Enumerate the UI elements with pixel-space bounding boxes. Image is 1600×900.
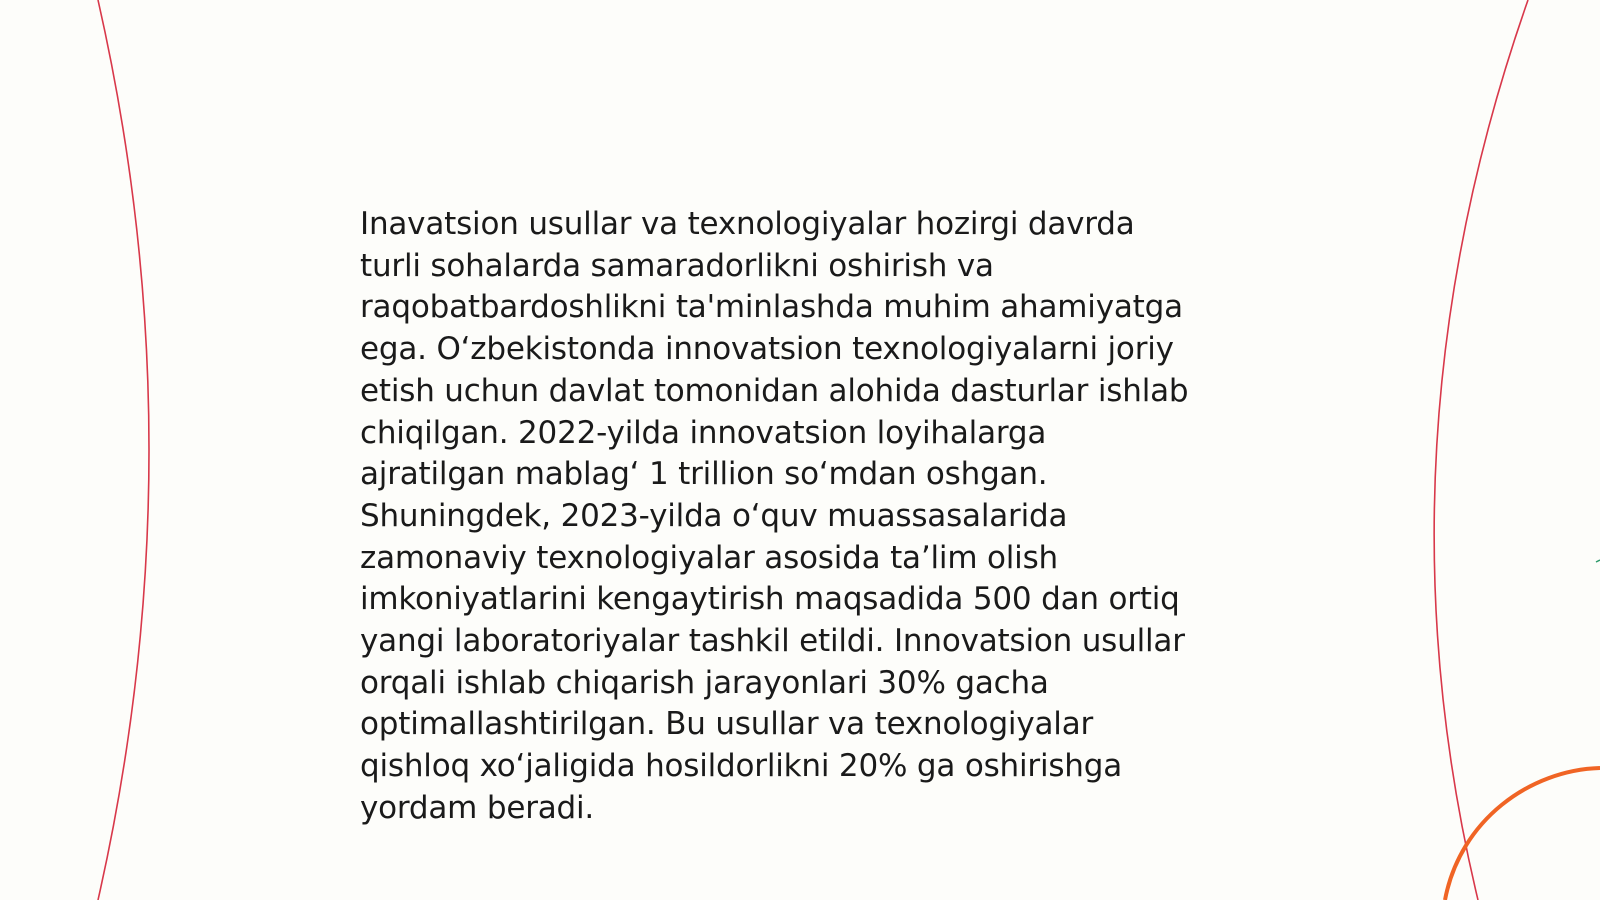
right-edge-tick: [1596, 560, 1600, 562]
paragraph-line: turli sohalarda samaradorlikni oshirish va: [360, 247, 994, 284]
paragraph-line: qishloq xo‘jaligida hosildorlikni 20% ga oshirishga: [360, 748, 1123, 785]
paragraph-line: chiqilgan. 2022-yilda innovatsion loyihalarga: [360, 414, 1047, 451]
paragraph-line: etish uchun davlat tomonidan alohida dasturlar ishlab: [360, 372, 1189, 409]
orange-arc: [1445, 768, 1600, 900]
paragraph-line: raqobatbardoshlikni ta'minlashda muhim ahamiyatga: [360, 289, 1183, 326]
right-curve: [1434, 0, 1528, 900]
paragraph-line: optimallashtirilgan. Bu usullar va texnologiyalar: [360, 706, 1094, 743]
paragraph-line: imkoniyatlarini kengaytirish maqsadida 500 dan ortiq: [360, 581, 1180, 618]
paragraph-line: Inavatsion usullar va texnologiyalar hozirgi davrda: [360, 206, 1135, 242]
body-paragraph: [360, 204, 1270, 830]
paragraph-line: yordam beradi.: [360, 789, 595, 826]
paragraph-line: Shuningdek, 2023-yilda o‘quv muassasalarida: [360, 497, 1068, 534]
left-curve: [98, 0, 149, 900]
paragraph-line: orqali ishlab chiqarish jarayonlari 30% gacha: [360, 664, 1049, 701]
paragraph-line: yangi laboratoriyalar tashkil etildi. Innovatsion usullar: [360, 623, 1185, 660]
paragraph-line: ega. O‘zbekistonda innovatsion texnologiyalarni joriy: [360, 331, 1174, 368]
paragraph-line: zamonaviy texnologiyalar asosida ta’lim olish: [360, 539, 1058, 576]
paragraph-line: ajratilgan mablag‘ 1 trillion so‘mdan oshgan.: [360, 456, 1048, 493]
